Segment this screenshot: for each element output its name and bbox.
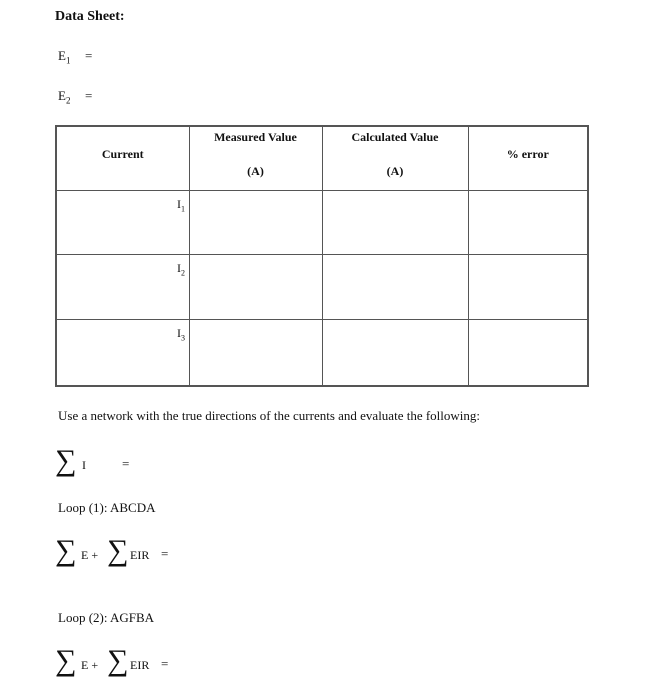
row-symbol: I — [177, 325, 181, 340]
sigma-symbol: ∑ — [107, 534, 129, 567]
cell-calculated[interactable] — [322, 190, 468, 254]
cell-error[interactable] — [468, 190, 588, 254]
eq-subscript: 1 — [65, 55, 71, 66]
cell-error[interactable] — [468, 319, 588, 386]
eq-sign: = — [85, 48, 93, 63]
eq-symbol: E — [58, 48, 66, 63]
header-percent-error — [468, 126, 588, 190]
equation-e1 — [58, 48, 118, 66]
header-measured-value — [189, 126, 322, 190]
loop-1-equation — [55, 536, 195, 568]
sigma-symbol: ∑ — [107, 644, 129, 677]
data-table — [55, 125, 589, 387]
sum-term-eir: EIR — [130, 658, 150, 672]
header-label: % error — [506, 147, 549, 161]
equation-e2 — [58, 88, 118, 106]
cell-measured[interactable] — [189, 190, 322, 254]
row-subscript: 1 — [181, 204, 185, 214]
row-label-i1 — [56, 190, 189, 254]
cell-calculated[interactable] — [322, 319, 468, 386]
loop-1-label: Loop (1): ABCDA — [58, 500, 156, 515]
sum-term: I — [82, 458, 86, 472]
eq-symbol: E — [58, 88, 66, 103]
row-label-i3 — [56, 319, 189, 386]
eq-subscript: 2 — [65, 95, 71, 106]
sigma-symbol: ∑ — [55, 644, 77, 677]
eq-sign: = — [122, 456, 130, 471]
header-unit: (A) — [386, 164, 404, 178]
loop-2-label: Loop (2): AGFBA — [58, 610, 155, 625]
cell-measured[interactable] — [189, 255, 322, 319]
eq-sign: = — [161, 656, 169, 671]
table-row — [56, 190, 588, 254]
row-symbol: I — [177, 196, 181, 211]
header-label: Calculated Value — [351, 130, 439, 144]
instruction-text: Use a network with the true directions of the currents and evaluate the following: — [58, 408, 481, 423]
eq-sign: = — [85, 88, 93, 103]
sum-currents-equation — [55, 446, 155, 478]
sum-term-e: E + — [81, 658, 99, 672]
sigma-symbol: ∑ — [55, 534, 77, 567]
page-title: Data Sheet: — [55, 9, 125, 24]
sum-term-e: E + — [81, 548, 99, 562]
header-calculated-value — [322, 126, 468, 190]
table-row — [56, 255, 588, 319]
row-symbol: I — [177, 261, 181, 276]
cell-measured[interactable] — [189, 319, 322, 386]
row-label-i2 — [56, 255, 189, 319]
header-unit: (A) — [247, 164, 264, 178]
cell-error[interactable] — [468, 255, 588, 319]
table-header-row — [56, 126, 588, 190]
sigma-symbol: ∑ — [55, 444, 77, 477]
loop-2-equation — [55, 646, 195, 678]
table-row — [56, 319, 588, 386]
header-current — [56, 126, 189, 190]
cell-calculated[interactable] — [322, 255, 468, 319]
header-label: Current — [101, 147, 144, 161]
header-label: Measured Value — [214, 130, 297, 144]
row-subscript: 2 — [181, 268, 185, 278]
sum-term-eir: EIR — [130, 548, 150, 562]
eq-sign: = — [161, 546, 169, 561]
row-subscript: 3 — [181, 333, 185, 343]
